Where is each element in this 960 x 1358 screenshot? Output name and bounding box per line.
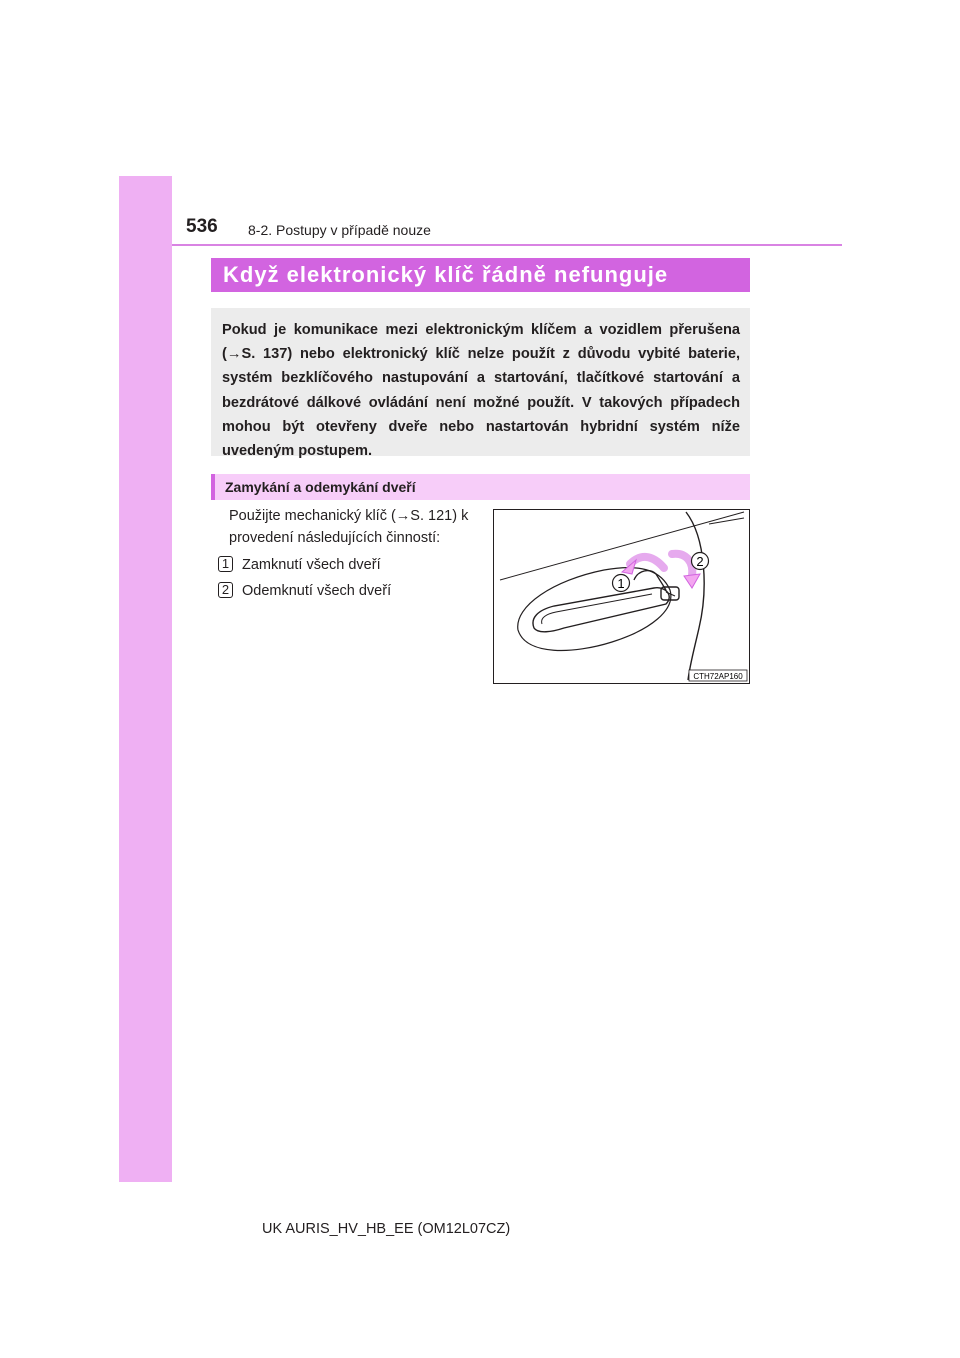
step-number: 1: [218, 556, 233, 572]
door-handle-drawing: [494, 510, 749, 683]
section-heading: 8-2. Postupy v případě nouze: [248, 222, 431, 238]
step-label: Zamknutí všech dveří: [242, 557, 381, 573]
callout-1: 1: [617, 576, 625, 591]
page-title: Když elektronický klíč řádně nefunguje: [211, 258, 750, 292]
footer-doc-id: UK AURIS_HV_HB_EE (OM12L07CZ): [262, 1221, 511, 1237]
body-text: Použijte mechanický klíč (→S. 121) k provedení následujících činností:: [229, 508, 469, 546]
header-rule: [172, 244, 842, 246]
side-strip: [119, 176, 172, 1182]
subsection-heading: Zamykání a odemykání dveří: [211, 474, 750, 500]
callout-2: 2: [696, 554, 704, 569]
door-handle-illustration: [493, 509, 750, 684]
illustration-code: CTH72AP160: [693, 672, 743, 681]
intro-box: [211, 308, 750, 460]
page-number: 536: [186, 216, 218, 237]
step-number: 2: [218, 582, 233, 598]
step-label: Odemknutí všech dveří: [242, 583, 392, 599]
intro-text: Pokud je komunikace mezi elektronickým klíčem a vozidlem přerušena (→S. 137) nebo elektronický klíč nelze použít z důvodu vybité baterie, systém bezklíčového nastupování a startování, tlačítkové startování a bezdrátové dálkové ovládání není možné použít. V takových případech mohou být otevřeny dveře nebo nastartován hybridní systém níže uvedeným postupem.: [222, 322, 740, 460]
